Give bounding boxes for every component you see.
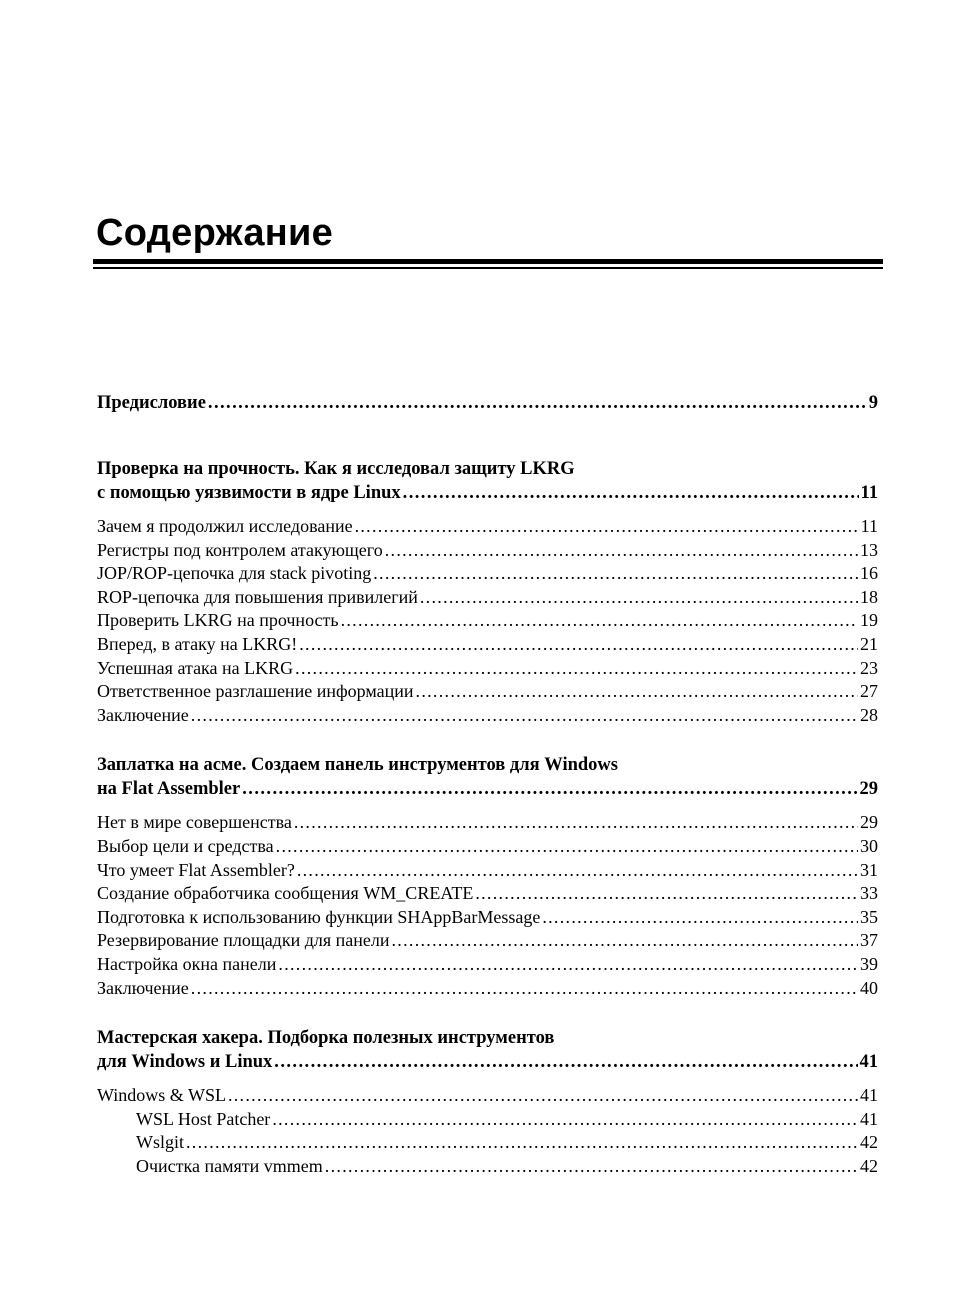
- toc-page-number: 39: [860, 953, 878, 974]
- dot-leader: [242, 777, 857, 801]
- toc-section-entry[interactable]: [97, 539, 878, 563]
- chapter-title-row[interactable]: [97, 777, 878, 801]
- toc-section-entry[interactable]: [97, 704, 878, 728]
- toc-page-number: 40: [860, 977, 878, 998]
- toc-page-number: 9: [868, 393, 878, 413]
- toc-entry-label: WSL Host Patcher: [136, 1108, 271, 1129]
- section-list: [97, 1084, 878, 1178]
- toc-page-number: 42: [860, 1155, 878, 1176]
- toc-page-number: 11: [860, 483, 878, 503]
- toc-entry-label: Регистры под контролем атакующего: [97, 539, 383, 560]
- toc-page-number: 21: [860, 633, 878, 654]
- dot-leader: [299, 633, 858, 657]
- toc-page-number: 28: [860, 704, 878, 725]
- chapter-title-line-2: для Windows и Linux: [97, 1052, 273, 1073]
- toc-page-number: 41: [860, 1108, 878, 1129]
- toc-section-entry[interactable]: [97, 906, 878, 930]
- toc-entry-label: Резервирование площадки для панели: [97, 930, 390, 951]
- dot-leader: [276, 835, 858, 859]
- toc-preface[interactable]: [97, 391, 878, 415]
- toc-entry-label: Зачем я продолжил исследование: [97, 516, 353, 536]
- toc-section-entry[interactable]: [97, 680, 878, 704]
- toc-page-number: 23: [860, 657, 878, 678]
- table-of-contents: [97, 391, 878, 1204]
- dot-leader: [295, 657, 858, 681]
- chapter-title-row[interactable]: [97, 481, 878, 505]
- toc-section-entry[interactable]: [97, 882, 878, 906]
- dot-leader: [392, 929, 859, 953]
- toc-entry-label: Выбор цели и средства: [97, 835, 274, 856]
- toc-subsection-entry[interactable]: [97, 1108, 878, 1132]
- toc-entry-label: Заключение: [97, 977, 189, 998]
- dot-leader: [228, 1084, 858, 1108]
- chapter-title-line-1[interactable]: Заплатка на асме. Создаем панель инструментов для Windows: [97, 755, 618, 776]
- dot-leader: [475, 882, 858, 906]
- toc-page-number: 18: [860, 586, 878, 607]
- toc-entry-label: Вперед, в атаку на LKRG!: [97, 633, 298, 654]
- dot-leader: [420, 586, 858, 610]
- chapter-title-line-1[interactable]: Мастерская хакера. Подборка полезных инструментов: [97, 1028, 555, 1049]
- toc-entry-label: Предисловие: [97, 393, 206, 413]
- toc-entry-label: Windows & WSL: [97, 1085, 226, 1106]
- dot-leader: [416, 680, 858, 704]
- toc-page-number: 31: [860, 859, 878, 880]
- toc-section-entry[interactable]: [97, 586, 878, 610]
- toc-page-number: 37: [860, 930, 878, 951]
- toc-entry-label: Что умеет Flat Assembler?: [97, 859, 295, 880]
- toc-section-entry[interactable]: [97, 609, 878, 633]
- toc-page-number: 16: [860, 563, 878, 584]
- chapter-title-line-1[interactable]: Проверка на прочность. Как я исследовал защиту LKRG: [97, 459, 575, 479]
- title-rule-thin: [93, 267, 883, 269]
- toc-entry-label: Настройка окна панели: [97, 953, 277, 974]
- dot-leader: [294, 811, 858, 835]
- toc-chapter-1: [97, 457, 878, 727]
- toc-page-number: 19: [860, 610, 878, 631]
- dot-leader: [272, 1108, 858, 1132]
- chapter-title-line-2: на Flat Assembler: [97, 779, 241, 800]
- toc-section-entry[interactable]: [97, 515, 878, 539]
- dot-leader: [191, 704, 858, 728]
- toc-section-entry[interactable]: [97, 859, 878, 883]
- toc-page-number: 13: [860, 539, 878, 560]
- toc-chapter-3: [97, 1026, 878, 1178]
- toc-entry-label: Проверить LKRG на прочность: [97, 610, 339, 631]
- toc-subsection-entry[interactable]: [97, 1131, 878, 1155]
- toc-page-number: 35: [860, 906, 878, 927]
- toc-entry-label: Заключение: [97, 704, 189, 725]
- toc-section-entry[interactable]: [97, 633, 878, 657]
- dot-leader: [186, 1131, 858, 1155]
- toc-section-entry[interactable]: [97, 562, 878, 586]
- toc-page-number: 33: [860, 883, 878, 904]
- dot-leader: [274, 1050, 857, 1074]
- toc-section-entry[interactable]: [97, 953, 878, 977]
- toc-chapter-2: [97, 753, 878, 1000]
- toc-entry-label: Ответственное разглашение информации: [97, 681, 414, 702]
- toc-section-entry[interactable]: [97, 1084, 878, 1108]
- dot-leader: [373, 562, 858, 586]
- toc-section-entry[interactable]: [97, 929, 878, 953]
- toc-page-number: 41: [859, 1052, 878, 1073]
- toc-section-entry[interactable]: [97, 977, 878, 1001]
- toc-page-number: 27: [860, 681, 878, 702]
- title-rule-thick: [93, 259, 883, 264]
- toc-entry-label: Подготовка к использованию функции SHAppBarMessage: [97, 906, 541, 927]
- toc-entry-label: Нет в мире совершенства: [97, 812, 292, 833]
- section-list: [97, 811, 878, 1000]
- dot-leader: [341, 609, 858, 633]
- toc-entry-label: Создание обработчика сообщения WM_CREATE: [97, 883, 474, 904]
- toc-section-entry[interactable]: [97, 657, 878, 681]
- toc-entry-label: Wslgit: [136, 1132, 184, 1153]
- toc-page-number: 11: [860, 516, 878, 536]
- dot-leader: [191, 977, 858, 1001]
- dot-leader: [208, 391, 867, 415]
- dot-leader: [278, 953, 858, 977]
- dot-leader: [403, 481, 859, 505]
- chapter-title-line-2: с помощью уязвимости в ядре Linux: [97, 483, 401, 503]
- dot-leader: [325, 1155, 858, 1179]
- toc-subsection-entry[interactable]: [97, 1155, 878, 1179]
- toc-section-entry[interactable]: [97, 811, 878, 835]
- toc-page-number: 29: [860, 812, 878, 833]
- toc-page-number: 41: [860, 1085, 878, 1106]
- dot-leader: [385, 539, 858, 563]
- toc-page-number: 29: [859, 779, 878, 800]
- toc-entry-label: Успешная атака на LKRG: [97, 657, 294, 678]
- toc-entry-label: Очистка памяти vmmem: [136, 1155, 323, 1176]
- dot-leader: [355, 515, 859, 539]
- chapter-title-row[interactable]: [97, 1050, 878, 1074]
- toc-entry-label: JOP/ROP-цепочка для stack pivoting: [97, 563, 372, 584]
- toc-page-number: 42: [860, 1132, 878, 1153]
- dot-leader: [297, 859, 858, 883]
- toc-entry-label: ROP-цепочка для повышения привилегий: [97, 586, 418, 607]
- dot-leader: [542, 906, 858, 930]
- toc-section-entry[interactable]: [97, 835, 878, 859]
- toc-page-number: 30: [860, 835, 878, 856]
- section-list: [97, 515, 878, 727]
- page-title: Содержание: [96, 212, 334, 254]
